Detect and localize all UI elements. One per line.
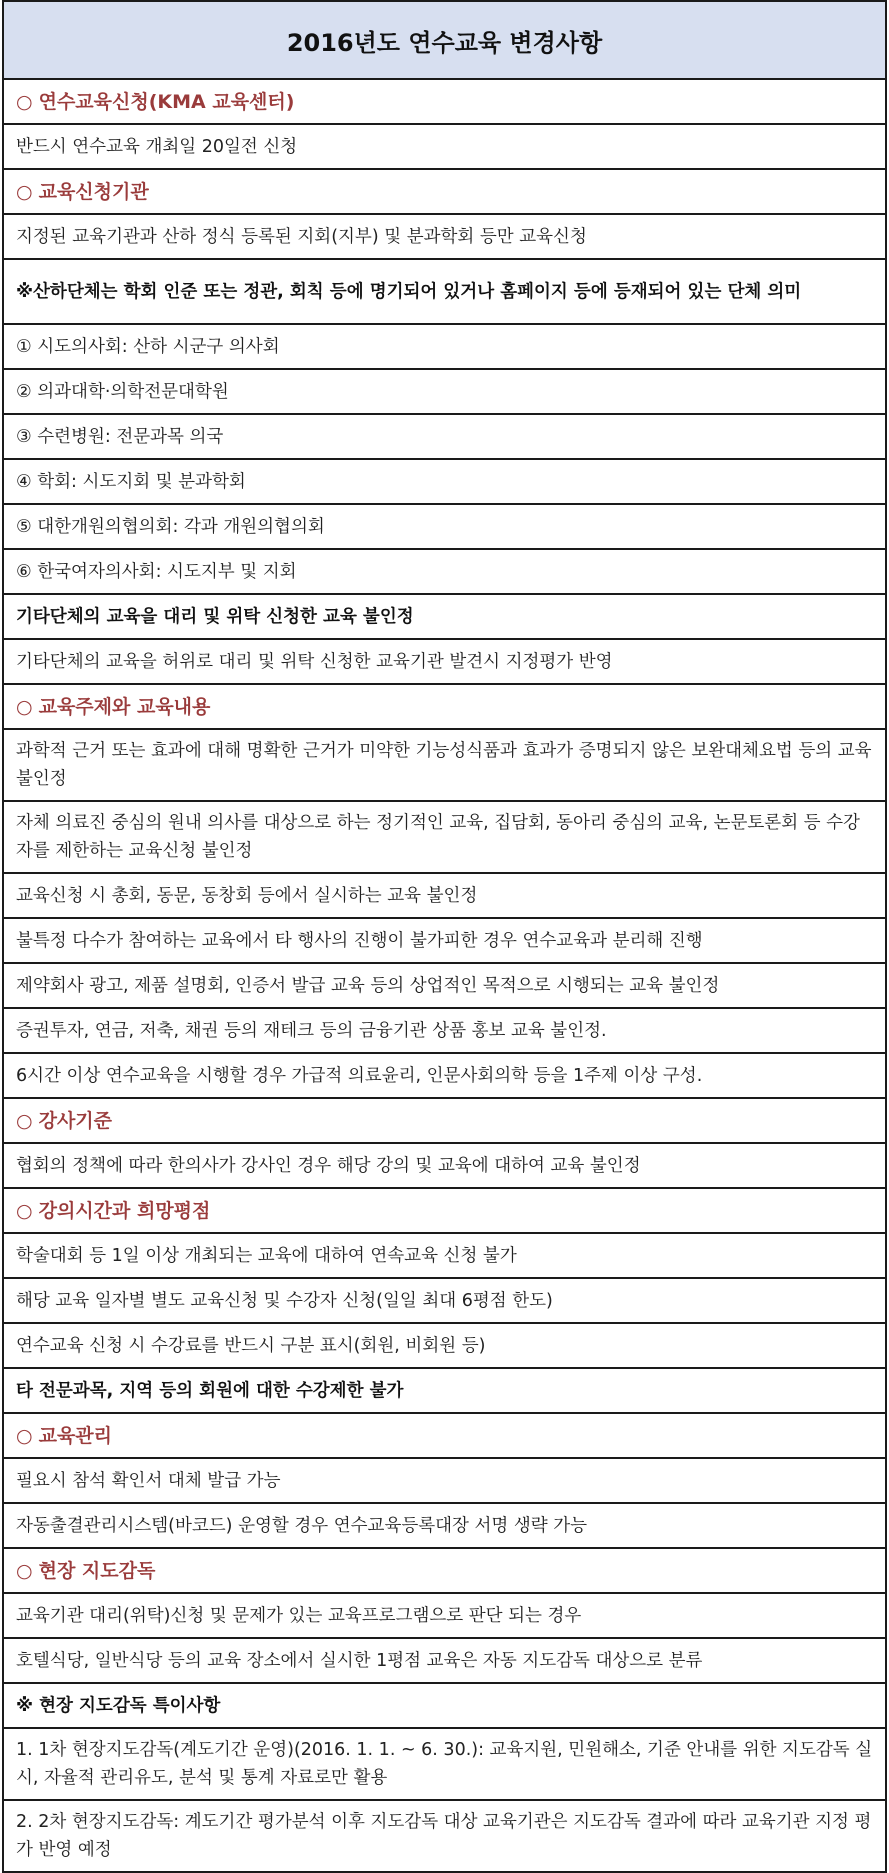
section-heading-row — [4, 1099, 885, 1144]
section-heading-row — [4, 170, 885, 215]
content-row — [4, 125, 885, 170]
content-row — [4, 964, 885, 1009]
row-text: 1. 1차 현장지도감독(계도기간 운영)(2016. 1. 1. ~ 6. 30.): 교육지원, 민원해소, 기준 안내를 위한 지도감독 실시, 자율적 관리유도, 분석 및 통계 자료로만 활용 — [16, 1740, 873, 1788]
content-row — [4, 874, 885, 919]
row-text: 해당 교육 일자별 별도 교육신청 및 수강자 신청(일일 최대 6평점 한도) — [16, 1290, 553, 1311]
content-row — [4, 730, 885, 802]
row-text: 제약회사 광고, 제품 설명회, 인증서 발급 교육 등의 상업적인 목적으로 시행되는 교육 불인정 — [16, 975, 720, 996]
section-heading-row — [4, 80, 885, 125]
row-text: 자체 의료진 중심의 원내 의사를 대상으로 하는 정기적인 교육, 집담회, 동아리 중심의 교육, 논문토론회 등 수강자를 제한하는 교육신청 불인정 — [16, 813, 860, 861]
content-row — [4, 1234, 885, 1279]
row-text: ④ 학회: 시도지회 및 분과학회 — [16, 471, 246, 492]
content-row — [4, 1054, 885, 1099]
row-text: ※ 현장 지도감독 특이사항 — [16, 1695, 221, 1716]
row-text: 호텔식당, 일반식당 등의 교육 장소에서 실시한 1평점 교육은 자동 지도감독 대상으로 분류 — [16, 1650, 703, 1671]
content-row — [4, 919, 885, 964]
bold-note-row — [4, 1684, 885, 1729]
section-heading-row — [4, 1414, 885, 1459]
bold-note-row — [4, 595, 885, 640]
table-title-text: 2016년도 연수교육 변경사항 — [286, 28, 603, 57]
content-row — [4, 1594, 885, 1639]
section-marker-circle: ○ — [16, 180, 33, 203]
row-text: 지정된 교육기관과 산하 정식 등록된 지회(지부) 및 분과학회 등만 교육신청 — [16, 226, 587, 247]
table-title — [4, 0, 885, 80]
row-text: 협회의 정책에 따라 한의사가 강사인 경우 해당 강의 및 교육에 대하여 교육 불인정 — [16, 1155, 641, 1176]
bold-note-row — [4, 260, 885, 325]
row-text: 학술대회 등 1일 이상 개최되는 교육에 대하여 연속교육 신청 불가 — [16, 1245, 517, 1266]
content-row — [4, 215, 885, 260]
table-body — [4, 80, 885, 1873]
content-row — [4, 1801, 885, 1873]
section-heading-row — [4, 1189, 885, 1234]
row-text: 강사기준 — [38, 1109, 113, 1132]
row-text: 교육기관 대리(위탁)신청 및 문제가 있는 교육프로그램으로 판단 되는 경우 — [16, 1605, 582, 1626]
row-text: 연수교육 신청 시 수강료를 반드시 구분 표시(회원, 비회원 등) — [16, 1335, 486, 1356]
row-text: 교육관리 — [38, 1424, 113, 1447]
content-row — [4, 640, 885, 685]
row-text: 2. 2차 현장지도감독: 계도기간 평가분석 이후 지도감독 대상 교육기관은 지도감독 결과에 따라 교육기관 지정 평가 반영 예정 — [16, 1812, 872, 1860]
content-row — [4, 1324, 885, 1369]
row-text: ③ 수련병원: 전문과목 의국 — [16, 426, 224, 447]
row-text: ⑥ 한국여자의사회: 시도지부 및 지회 — [16, 561, 297, 582]
content-row — [4, 1729, 885, 1801]
section-marker-circle: ○ — [16, 90, 33, 113]
row-text: ② 의과대학·의학전문대학원 — [16, 381, 229, 402]
row-text: 현장 지도감독 — [38, 1559, 156, 1582]
row-text: 타 전문과목, 지역 등의 회원에 대한 수강제한 불가 — [16, 1380, 404, 1401]
row-text: 증권투자, 연금, 저축, 채권 등의 재테크 등의 금융기관 상품 홍보 교육 불인정. — [16, 1020, 607, 1041]
section-marker-circle: ○ — [16, 695, 33, 718]
row-text: 기타단체의 교육을 허위로 대리 및 위탁 신청한 교육기관 발견시 지정평가 반영 — [16, 651, 613, 672]
content-row — [4, 505, 885, 550]
row-text: 교육신청 시 총회, 동문, 동창회 등에서 실시하는 교육 불인정 — [16, 885, 478, 906]
bold-note-row — [4, 1369, 885, 1414]
row-text: 6시간 이상 연수교육을 시행할 경우 가급적 의료윤리, 인문사회의학 등을 1주제 이상 구성. — [16, 1065, 703, 1086]
row-text: 반드시 연수교육 개최일 20일전 신청 — [16, 136, 298, 157]
section-marker-circle: ○ — [16, 1199, 33, 1222]
row-text: 기타단체의 교육을 대리 및 위탁 신청한 교육 불인정 — [16, 606, 414, 627]
row-text: ※산하단체는 학회 인준 또는 정관, 회칙 등에 명기되어 있거나 홈페이지 등에 등재되어 있는 단체 의미 — [16, 281, 802, 302]
content-row — [4, 1279, 885, 1324]
content-row — [4, 460, 885, 505]
section-marker-circle: ○ — [16, 1559, 33, 1582]
row-text: 연수교육신청(KMA 교육센터) — [38, 90, 295, 113]
row-text: 과학적 근거 또는 효과에 대해 명확한 근거가 미약한 기능성식품과 효과가 증명되지 않은 보완대체요법 등의 교육 불인정 — [16, 741, 872, 789]
row-text: 강의시간과 희망평점 — [38, 1199, 211, 1222]
content-row — [4, 325, 885, 370]
content-row — [4, 1639, 885, 1684]
content-row — [4, 1459, 885, 1504]
content-row — [4, 802, 885, 874]
content-row — [4, 415, 885, 460]
section-heading-row — [4, 685, 885, 730]
content-row — [4, 370, 885, 415]
row-text: ⑤ 대한개원의협의회: 각과 개원의협의회 — [16, 516, 325, 537]
row-text: 교육주제와 교육내용 — [38, 695, 211, 718]
row-text: 교육신청기관 — [38, 180, 149, 203]
section-marker-circle: ○ — [16, 1109, 33, 1132]
content-row — [4, 1504, 885, 1549]
content-row — [4, 1009, 885, 1054]
row-text: 불특정 다수가 참여하는 교육에서 타 행사의 진행이 불가피한 경우 연수교육과 분리해 진행 — [16, 930, 703, 951]
row-text: 자동출결관리시스템(바코드) 운영할 경우 연수교육등록대장 서명 생략 가능 — [16, 1515, 588, 1536]
content-row — [4, 550, 885, 595]
content-row — [4, 1144, 885, 1189]
section-heading-row — [4, 1549, 885, 1594]
row-text: 필요시 참석 확인서 대체 발급 가능 — [16, 1470, 281, 1491]
change-notice-table — [2, 0, 887, 1873]
section-marker-circle: ○ — [16, 1424, 33, 1447]
row-text: ① 시도의사회: 산하 시군구 의사회 — [16, 336, 280, 357]
